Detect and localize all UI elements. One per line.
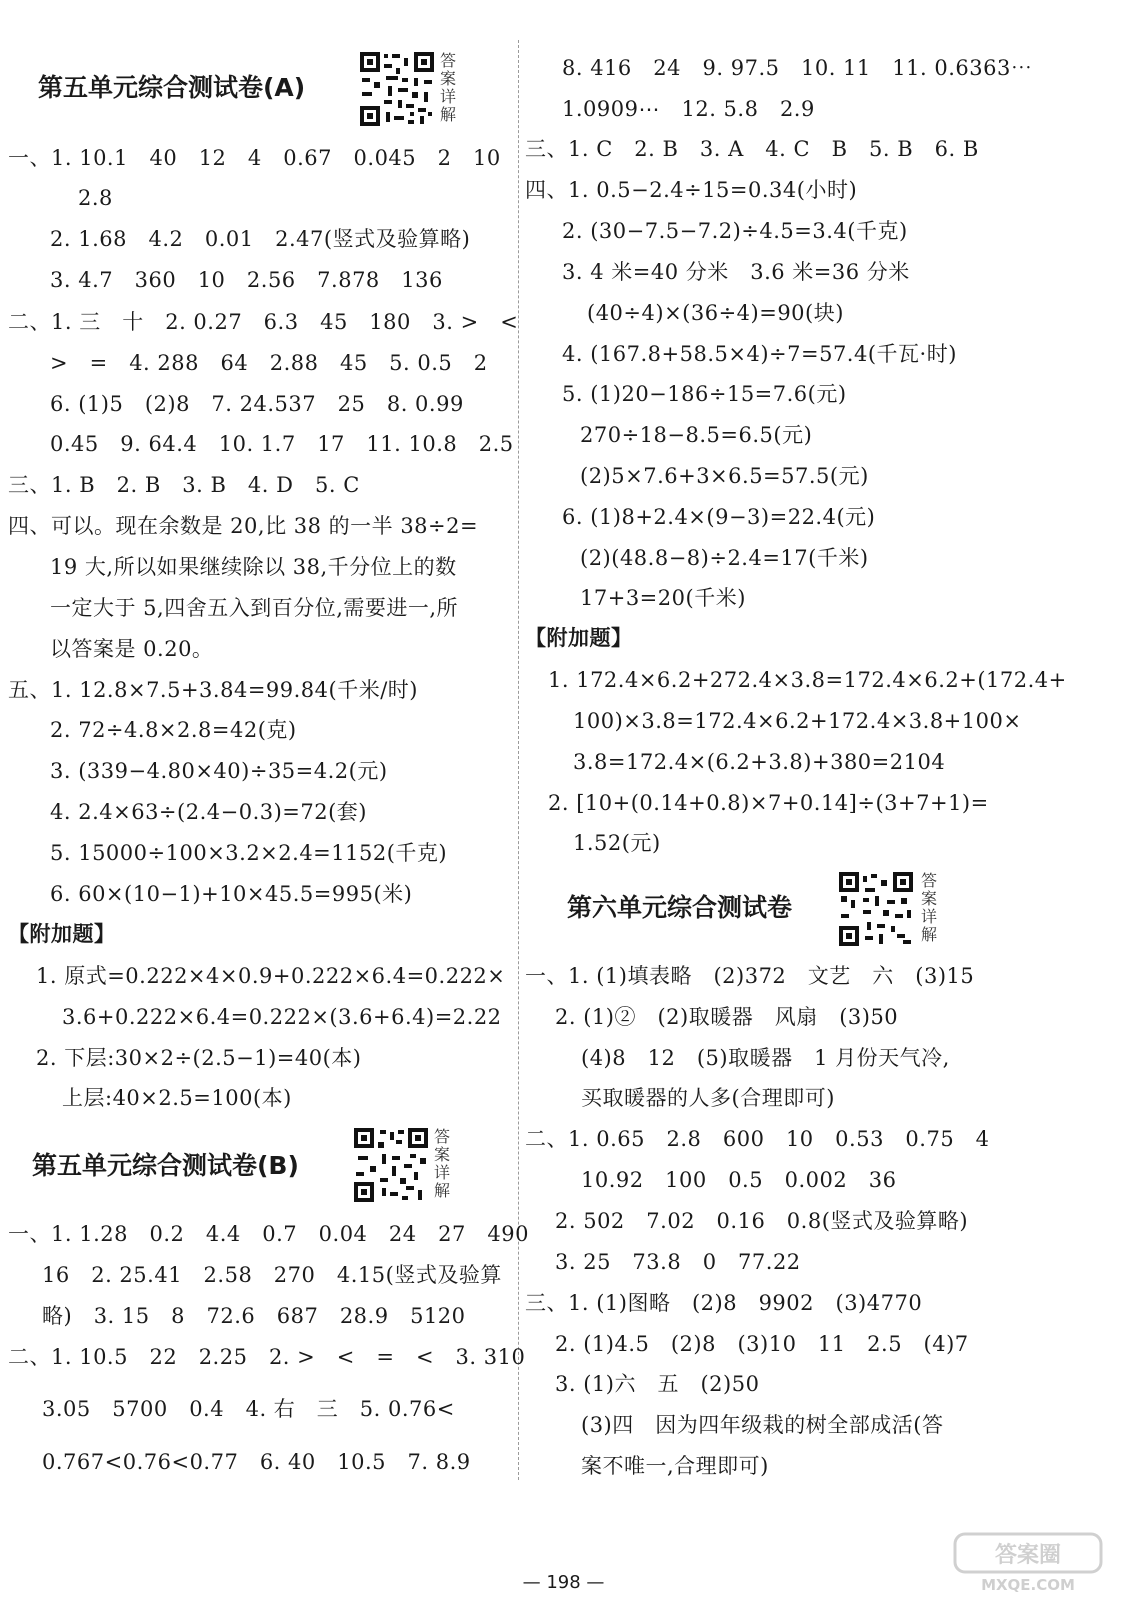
qr-answer-label: 答 案 详 解 — [921, 871, 938, 944]
column-divider — [518, 40, 519, 1480]
answer-line: 3.05 5700 0.4 4. 右 三 5. 0.76< — [42, 1397, 455, 1421]
answer-line: 8. 416 24 9. 97.5 10. 11 11. 0.6363⋯ — [562, 56, 1033, 80]
answer-line: 2. (30−7.5−7.2)÷4.5=3.4(千克) — [562, 219, 908, 243]
answer-line: 1. 172.4×6.2+272.4×3.8=172.4×6.2+(172.4+ — [548, 668, 1067, 692]
answer-line: 6. (1)5 (2)8 7. 24.537 25 8. 0.99 — [50, 392, 464, 416]
answer-line: 案不唯一,合理即可) — [581, 1454, 769, 1478]
answer-line: (4)8 12 (5)取暖器 1 月份天气冷, — [581, 1046, 950, 1070]
qr-code-icon — [837, 870, 915, 948]
answer-line: 三、1. B 2. B 3. B 4. D 5. C — [8, 473, 360, 497]
answer-line: 3. 4.7 360 10 2.56 7.878 136 — [50, 268, 443, 292]
answer-line: 0.45 9. 64.4 10. 1.7 17 11. 10.8 2.5 — [50, 432, 514, 456]
answer-line: 五、1. 12.8×7.5+3.84=99.84(千米/时) — [8, 678, 418, 702]
page-number: — 198 — — [522, 1572, 605, 1593]
answer-line: 1.0909⋯ 12. 5.8 2.9 — [562, 97, 815, 121]
answer-line: 2. 1.68 4.2 0.01 2.47(竖式及验算略) — [50, 227, 471, 251]
qr-code-icon — [352, 1126, 430, 1204]
answer-line: 2. (1)4.5 (2)8 (3)10 11 2.5 (4)7 — [555, 1332, 969, 1356]
answer-line: 2.8 — [78, 186, 113, 210]
qr-code-icon — [358, 50, 436, 128]
answer-line: 5. (1)20−186÷15=7.6(元) — [562, 382, 847, 406]
bonus-heading: 【附加题】 — [8, 921, 116, 946]
answer-line: 一、1. 10.1 40 12 4 0.67 0.045 2 10 — [8, 146, 501, 170]
watermark-logo — [953, 1532, 1103, 1594]
answer-line: 17+3=20(千米) — [580, 586, 746, 610]
answer-line: 270÷18−8.5=6.5(元) — [580, 423, 813, 447]
answer-line: 买取暖器的人多(合理即可) — [581, 1086, 835, 1110]
answer-line: 3. 4 米=40 分米 3.6 米=36 分米 — [562, 260, 910, 284]
answer-line: 二、1. 0.65 2.8 600 10 0.53 0.75 4 — [525, 1127, 990, 1151]
unit5-test-b-title: 第五单元综合测试卷(B) — [32, 1151, 299, 1180]
answer-line: 2. [10+(0.14+0.8)×7+0.14]÷(3+7+1)= — [548, 791, 989, 815]
answer-line: 3. (339−4.80×40)÷35=4.2(元) — [50, 759, 388, 783]
answer-line: 2. (1)② (2)取暖器 风扇 (3)50 — [555, 1005, 899, 1029]
answer-line: 3. 25 73.8 0 77.22 — [555, 1250, 801, 1274]
answer-line: 2. 下层:30×2÷(2.5−1)=40(本) — [36, 1046, 362, 1070]
answer-line: 4. (167.8+58.5×4)÷7=57.4(千瓦·时) — [562, 342, 957, 366]
answer-line: 三、1. (1)图略 (2)8 9902 (3)4770 — [525, 1291, 923, 1315]
answer-line: 3.8=172.4×(6.2+3.8)+380=2104 — [573, 750, 946, 774]
answer-line: 6. (1)8+2.4×(9−3)=22.4(元) — [562, 505, 876, 529]
answer-line: 2. 72÷4.8×2.8=42(克) — [50, 718, 297, 742]
answer-line: > = 4. 288 64 2.88 45 5. 0.5 2 — [50, 351, 488, 375]
answer-line: (40÷4)×(36÷4)=90(块) — [587, 301, 844, 325]
answer-line: 1.52(元) — [573, 831, 661, 855]
answer-line: 10.92 100 0.5 0.002 36 — [581, 1168, 897, 1192]
answer-line: 三、1. C 2. B 3. A 4. C B 5. B 6. B — [525, 137, 979, 161]
answer-line: 2. 502 7.02 0.16 0.8(竖式及验算略) — [555, 1209, 969, 1233]
qr-answer-label: 答 案 详 解 — [440, 51, 457, 124]
answer-line: 0.767<0.76<0.77 6. 40 10.5 7. 8.9 — [42, 1450, 471, 1474]
answer-line: 3. (1)六 五 (2)50 — [555, 1372, 760, 1396]
bonus-heading: 【附加题】 — [525, 625, 633, 650]
answer-line: 5. 15000÷100×3.2×2.4=1152(千克) — [50, 841, 448, 865]
answer-line: 一、1. 1.28 0.2 4.4 0.7 0.04 24 27 490 — [8, 1222, 529, 1246]
answer-line: 6. 60×(10−1)+10×45.5=995(米) — [50, 882, 413, 906]
answer-line: 1. 原式=0.222×4×0.9+0.222×6.4=0.222× — [36, 964, 506, 988]
answer-line: 二、1. 10.5 22 2.25 2. > < = < 3. 310 — [8, 1345, 526, 1369]
answer-line: 3.6+0.222×6.4=0.222×(3.6+6.4)=2.22 — [62, 1005, 502, 1029]
answer-line: 四、可以。现在余数是 20,比 38 的一半 38÷2= — [8, 514, 479, 538]
answer-line: 100)×3.8=172.4×6.2+172.4×3.8+100× — [573, 709, 1022, 733]
answer-line: 以答案是 0.20。 — [50, 637, 214, 661]
answer-line: 四、1. 0.5−2.4÷15=0.34(小时) — [525, 178, 858, 202]
svg-text:答案圈: 答案圈 — [994, 1543, 1062, 1568]
svg-text:MXQE.COM: MXQE.COM — [981, 1576, 1075, 1594]
answer-line: 4. 2.4×63÷(2.4−0.3)=72(套) — [50, 800, 367, 824]
answer-line: (2)(48.8−8)÷2.4=17(千米) — [580, 546, 869, 570]
answer-line: 上层:40×2.5=100(本) — [62, 1086, 292, 1110]
unit6-test-title: 第六单元综合测试卷 — [567, 893, 793, 922]
answer-line: (3)四 因为四年级栽的树全部成活(答 — [581, 1413, 944, 1437]
answer-line: 19 大,所以如果继续除以 38,千分位上的数 — [50, 555, 457, 579]
answer-line: 略) 3. 15 8 72.6 687 28.9 5120 — [42, 1304, 466, 1328]
answer-line: 一定大于 5,四舍五入到百分位,需要进一,所 — [50, 596, 459, 620]
answer-line: 一、1. (1)填表略 (2)372 文艺 六 (3)15 — [525, 964, 975, 988]
answer-line: 二、1. 三 十 2. 0.27 6.3 45 180 3. > < — [8, 310, 519, 334]
qr-answer-label: 答 案 详 解 — [434, 1127, 451, 1200]
unit5-test-a-title: 第五单元综合测试卷(A) — [38, 73, 306, 102]
answer-line: (2)5×7.6+3×6.5=57.5(元) — [580, 464, 869, 488]
answer-line: 16 2. 25.41 2.58 270 4.15(竖式及验算 — [42, 1263, 502, 1287]
